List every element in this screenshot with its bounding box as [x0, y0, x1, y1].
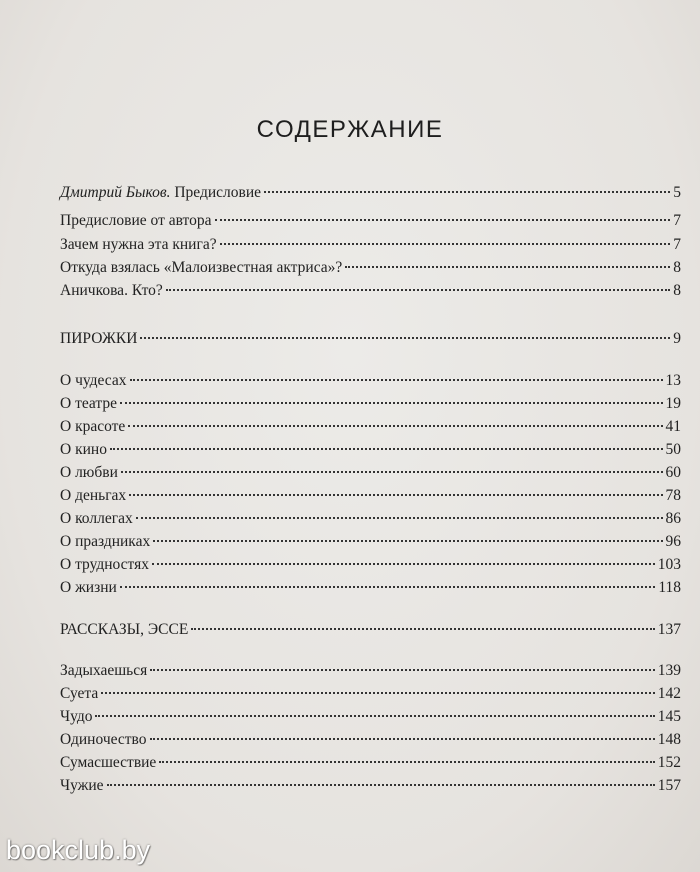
- dot-leader: [120, 402, 663, 404]
- toc-entry-page-number: 148: [657, 731, 681, 748]
- toc-entry-title: [60, 683, 98, 705]
- dot-leader: [129, 494, 662, 496]
- toc-entry-title-text: О красоте: [60, 418, 126, 435]
- toc-entry-page-number: 9: [673, 330, 681, 347]
- dot-leader: [128, 425, 662, 427]
- toc-entry-title: [60, 393, 117, 415]
- watermark: bookclub.by: [6, 835, 151, 865]
- toc-entry-title-text: Одиночество: [60, 731, 147, 748]
- toc-entry-page-number: 137: [657, 621, 681, 638]
- toc-entry-title-text: О жизни: [60, 579, 117, 596]
- toc-entry: [60, 577, 681, 599]
- toc-entry-title: [60, 485, 126, 507]
- toc-entry: [60, 234, 681, 256]
- toc-entry-title: [60, 234, 217, 256]
- toc-entry-title: [60, 729, 147, 751]
- dot-leader: [95, 715, 654, 717]
- toc-entry: [60, 328, 681, 350]
- toc-entry-title-text: Предисловие: [170, 184, 262, 201]
- toc-entry-title: [60, 280, 163, 302]
- toc-entry-title: [60, 370, 127, 392]
- dot-leader: [345, 266, 670, 268]
- toc-entry-title-text: ПИРОЖКИ: [60, 330, 138, 347]
- toc-entry-title: [60, 210, 212, 232]
- dot-leader: [130, 379, 663, 381]
- dot-leader: [191, 628, 654, 630]
- toc-entry-title: [60, 508, 133, 530]
- toc-entry-title-text: О кино: [60, 441, 107, 458]
- toc-entry: [60, 752, 681, 774]
- toc-entry-title-text: О деньгах: [60, 487, 127, 504]
- toc-entry: [60, 619, 681, 641]
- dot-leader: [120, 586, 656, 588]
- toc-entry-page-number: 5: [673, 184, 681, 201]
- toc-entry: [60, 370, 681, 392]
- dot-leader: [150, 738, 655, 740]
- toc-entry-title-text: Задыхаешься: [60, 662, 148, 679]
- toc-entry-title-text: О любви: [60, 464, 118, 481]
- toc-entry-page-number: 19: [665, 395, 681, 412]
- dot-leader: [101, 692, 655, 694]
- toc-entry-title: [60, 554, 149, 576]
- dot-leader: [264, 191, 670, 193]
- toc-entry: [60, 210, 681, 232]
- toc-entry-page-number: 8: [673, 259, 681, 276]
- toc-entry: [60, 416, 681, 438]
- toc-entry: [60, 485, 681, 507]
- dot-leader: [152, 563, 655, 565]
- toc-entry-title: [60, 182, 261, 204]
- dot-leader: [220, 243, 671, 245]
- toc-entry-page-number: 118: [658, 579, 681, 596]
- dot-leader: [153, 540, 662, 542]
- toc-entry-page-number: 13: [665, 372, 681, 389]
- dot-leader: [159, 761, 654, 763]
- toc-entry-page-number: 103: [657, 556, 681, 573]
- toc-entry-page-number: 139: [657, 662, 681, 679]
- toc-entry-page-number: 96: [665, 533, 681, 550]
- toc-entry-title-text: Суета: [60, 685, 99, 702]
- toc-entry-title-text: Аничкова. Кто?: [60, 282, 163, 299]
- toc-entry: [60, 683, 681, 705]
- toc-entry: [60, 439, 681, 461]
- dot-leader: [215, 219, 671, 221]
- toc-entry-title: [60, 328, 137, 350]
- dot-leader: [136, 517, 663, 519]
- toc-entry: [60, 775, 681, 797]
- toc-entry-page-number: 41: [665, 418, 681, 435]
- toc-entry-author: Дмитрий Быков.: [60, 184, 171, 201]
- toc-entry-title: [60, 439, 107, 461]
- dot-leader: [150, 669, 654, 671]
- toc-entry-page-number: 78: [665, 487, 681, 504]
- toc-entry-title: [60, 416, 125, 438]
- toc-entry: [60, 660, 681, 682]
- toc-entry-title-text: Откуда взялась «Малоизвестная актриса»?: [60, 259, 343, 276]
- toc-entry-title-text: Чудо: [60, 708, 93, 725]
- toc-entry: [60, 729, 681, 751]
- page-title: СОДЕРЖАНИЕ: [256, 116, 444, 143]
- toc-entry-page-number: 50: [665, 441, 681, 458]
- toc-entry: [60, 393, 681, 415]
- toc-entry-title: [60, 706, 92, 728]
- toc-entry-page-number: 86: [665, 510, 681, 527]
- toc-entry-title-text: О праздниках: [60, 533, 151, 550]
- toc-entry-page-number: 60: [665, 464, 681, 481]
- toc-entry: [60, 554, 681, 576]
- toc-entry-title-text: О чудесах: [60, 372, 127, 389]
- toc-entry-title-text: РАССКАЗЫ, ЭССЕ: [60, 621, 189, 638]
- toc-entry-page-number: 7: [673, 236, 681, 253]
- toc-entry-title: [60, 660, 147, 682]
- toc-entry-page-number: 152: [657, 754, 681, 771]
- toc-entry: [60, 462, 681, 484]
- toc-entry-title-text: Чужие: [60, 777, 104, 794]
- toc-entry: [60, 182, 681, 204]
- toc-entry-page-number: 7: [673, 212, 681, 229]
- dot-leader: [110, 448, 663, 450]
- toc-entry: [60, 508, 681, 530]
- toc-entry-title: [60, 752, 156, 774]
- toc-entry-title: [60, 775, 104, 797]
- dot-leader: [107, 784, 655, 786]
- toc-entry: [60, 531, 681, 553]
- toc-entry-title-text: О театре: [60, 395, 117, 412]
- toc-entry-title-text: О коллегах: [60, 510, 133, 527]
- toc-entry: [60, 257, 681, 279]
- toc-entry-page-number: 157: [657, 777, 681, 794]
- toc-entry-title-text: Сумасшествие: [60, 754, 157, 771]
- toc-entry-title-text: Зачем нужна эта книга?: [60, 236, 217, 253]
- toc-entry-title: [60, 531, 150, 553]
- toc-entry: [60, 280, 681, 302]
- toc-entry-title: [60, 257, 342, 279]
- toc-entry: [60, 706, 681, 728]
- toc-entry-title-text: Предисловие от автора: [60, 212, 212, 229]
- toc-entry-page-number: 145: [657, 708, 681, 725]
- dot-leader: [121, 471, 663, 473]
- toc-entry-title: [60, 577, 117, 599]
- toc-entry-page-number: 8: [673, 282, 681, 299]
- toc-entry-page-number: 142: [657, 685, 681, 702]
- toc-entry-title: [60, 619, 188, 641]
- dot-leader: [140, 337, 670, 339]
- dot-leader: [166, 289, 670, 291]
- toc-entry-title-text: О трудностях: [60, 556, 149, 573]
- toc-entry-title: [60, 462, 118, 484]
